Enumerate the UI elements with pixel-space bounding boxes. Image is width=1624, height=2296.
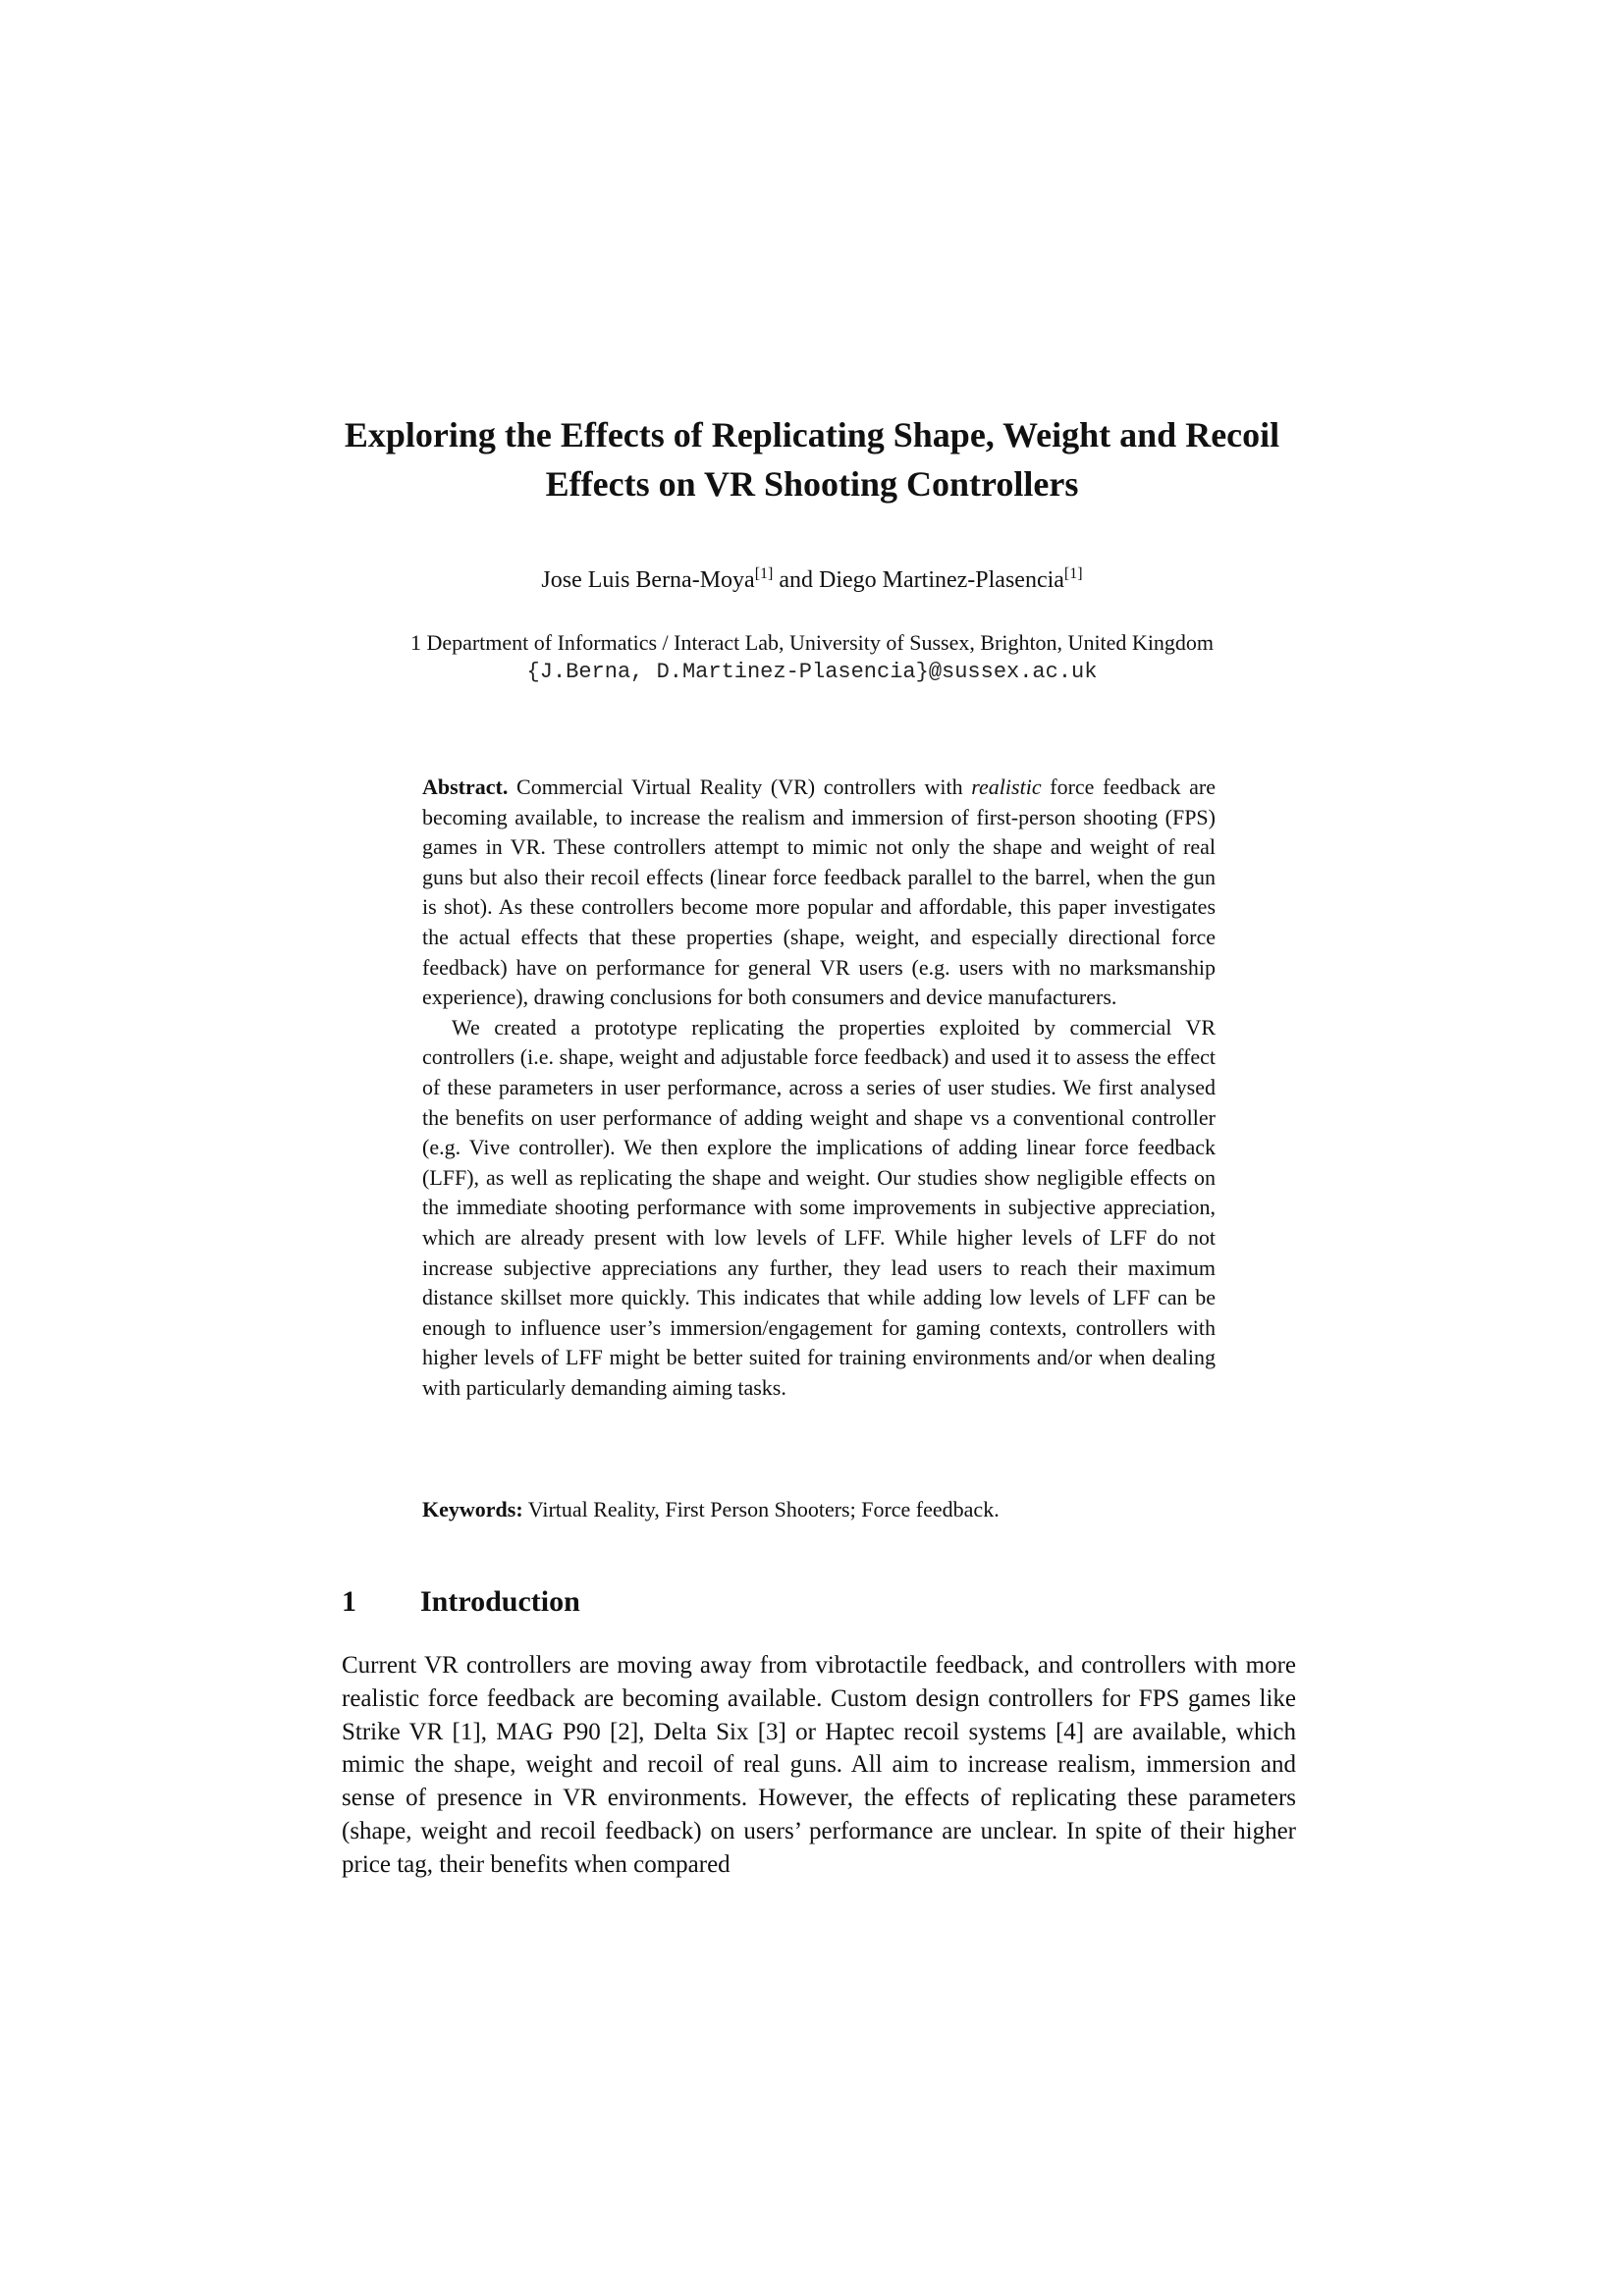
keywords: [422, 1495, 1216, 1524]
section-title: Introduction: [420, 1585, 580, 1618]
abstract: [422, 773, 1216, 1403]
section-number: 1: [342, 1585, 356, 1618]
author-connector: and: [773, 567, 820, 593]
author-name: Jose Luis Berna-Moya: [541, 567, 755, 593]
abstract-text: force feedback are becoming available, to increase the realism and immersion of first-person shooting (FPS) games in VR. These controllers attempt to mimic not only the shape and weight of real guns but also their recoil effects (linear force feedback parallel to the barrel, when the gun is shot). As these controllers become more popular and affordable, this paper investigates the actual effects that these properties (shape, weight, and especially directional force feedback) have on performance for general VR users (e.g. users with no marksmanship experience), drawing conclusions for both consumers and device manufacturers.: [422, 774, 1216, 1010]
abstract-paragraph: We created a prototype replicating the properties exploited by commercial VR controllers (i.e. shape, weight and adjustable force feedback) and used it to assess the effect of these parameters in user performance, across a series of user studies. We first analysed the benefits on user performance of adding weight and shape vs a conventional controller (e.g. Vive controller). We then explore the implications of adding linear force feedback (LFF), as well as replicating the shape and weight. Our studies show negligible effects on the immediate shooting performance with some improvements in subjective appreciation, which are already present with low levels of LFF. While higher levels of LFF do not increase subjective appreciations any further, they lead users to reach their maximum distance skillset more quickly. This indicates that while adding low levels of LFF can be enough to influence user’s immersion/engagement for gaming contexts, controllers with higher levels of LFF might be better suited for training environments and/or when dealing with particularly demanding aiming tasks.: [422, 1014, 1216, 1400]
section-heading: [342, 1582, 1029, 1622]
author-line: [324, 565, 1300, 595]
abstract-paragraph: [422, 773, 1216, 1013]
abstract-text: Commercial Virtual Reality (VR) controllers with: [508, 774, 972, 799]
abstract-label: Abstract.: [422, 774, 509, 799]
body-paragraph: Current VR controllers are moving away from vibrotactile feedback, and controllers with more realistic force feedback are becoming available. Custom design controllers for FPS games like Strike VR [1], MAG P90 [2], Delta Six [3] or Haptec recoil systems [4] are available, which mimic the shape, weight and recoil of real guns. All aim to increase realism, immersion and sense of presence in VR environments. However, the effects of replicating these parameters (shape, weight and recoil feedback) on users’ performance are unclear. In spite of their higher price tag, their benefits when compared: [342, 1652, 1296, 1878]
paper-title: Exploring the Effects of Replicating Shape, Weight and Recoil Effects on VR Shooting Controllers: [344, 415, 1280, 504]
keywords-label: Keywords:: [422, 1497, 523, 1522]
affiliation: 1 Department of Informatics / Interact Lab, University of Sussex, Brighton, United Kingdom: [409, 630, 1215, 655]
affiliation-ref: [1]: [754, 565, 774, 582]
section-body: [342, 1649, 1296, 1882]
abstract-emphasis: realistic: [971, 774, 1042, 799]
affiliation-ref: [1]: [1063, 565, 1083, 582]
keywords-text: Virtual Reality, First Person Shooters; Force feedback.: [522, 1497, 1000, 1522]
author-name: Diego Martinez-Plasencia: [819, 567, 1064, 593]
author-email: {J.Berna, D.Martinez-Plasencia}@sussex.ac.uk: [526, 660, 1098, 684]
